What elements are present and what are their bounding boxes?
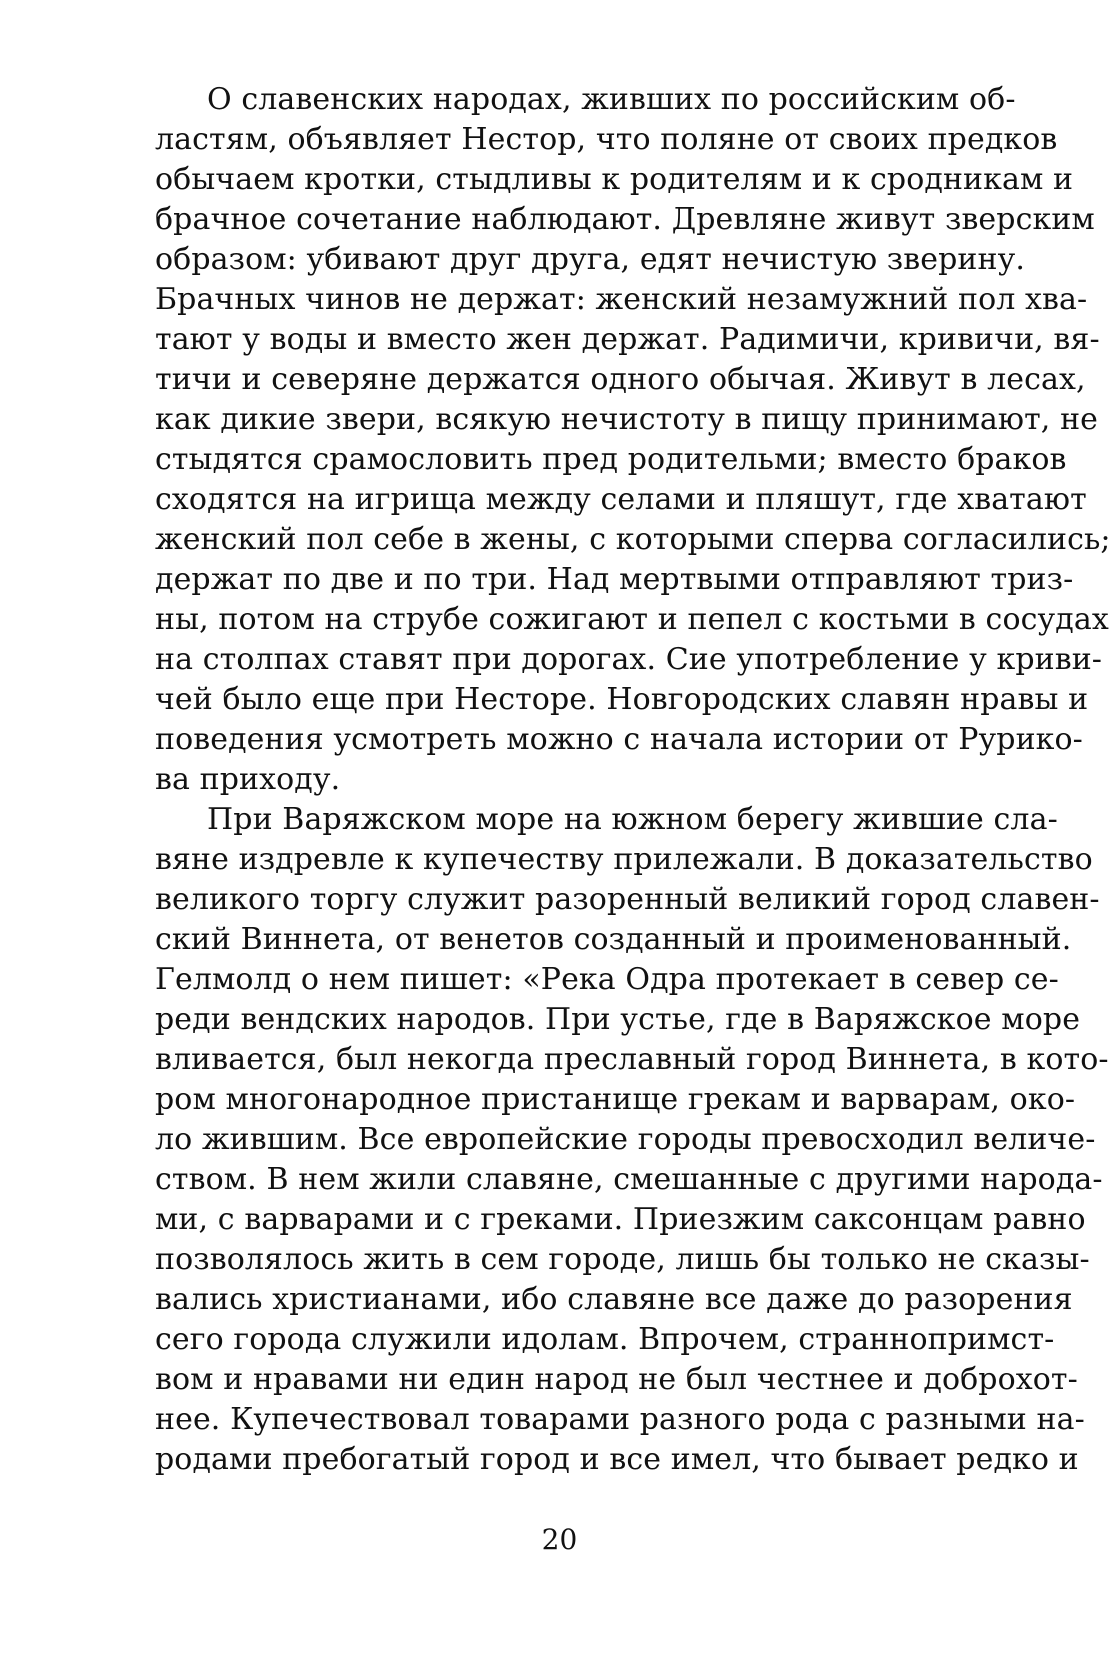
body-text	[155, 80, 1111, 1480]
text-line: ром многонародное пристанище грекам и варварам, око-	[155, 1082, 1076, 1117]
page-number: 20	[541, 1523, 578, 1556]
text-line: обычаем кротки, стыдливы к родителям и к сродникам и	[155, 162, 1074, 197]
text-line: родами пребогатый город и все имел, что бывает редко и	[155, 1442, 1079, 1477]
text-line: ми, с варварами и с греками. Приезжим саксонцам равно	[155, 1202, 1086, 1237]
text-line: позволялось жить в сем городе, лишь бы только не сказы-	[155, 1242, 1090, 1277]
text-line: нее. Купечествовал товарами разного рода с разными на-	[155, 1402, 1085, 1437]
text-line: При Варяжском море на южном берегу жившие сла-	[207, 802, 1058, 837]
text-line: ва приходу.	[155, 762, 341, 797]
text-line: великого торгу служит разоренный великий город славен-	[155, 882, 1100, 917]
text-line: тичи и северяне держатся одного обычая. Живут в лесах,	[155, 362, 1086, 397]
text-line: стыдятся срамословить пред родительми; вместо браков	[155, 442, 1067, 477]
text-line: женский пол себе в жены, с которыми сперва согласились;	[155, 522, 1111, 557]
text-line: образом: убивают друг друга, едят нечистую зверину.	[155, 242, 1025, 277]
text-line: поведения усмотреть можно с начала истории от Рурико-	[155, 722, 1083, 757]
text-line: ны, потом на струбе сожигают и пепел с костьми в сосудах	[155, 602, 1109, 637]
text-line: на столпах ставят при дорогах. Сие употребление у криви-	[155, 642, 1103, 677]
text-line: держат по две и по три. Над мертвыми отправляют триз-	[155, 562, 1074, 597]
text-line: как дикие звери, всякую нечистоту в пищу принимают, не	[155, 402, 1099, 437]
text-line: вяне издревле к купечеству прилежали. В доказательство	[155, 842, 1093, 877]
text-line: ством. В нем жили славяне, смешанные с другими народа-	[155, 1162, 1103, 1197]
text-line: реди вендских народов. При устье, где в Варяжское море	[155, 1002, 1081, 1037]
paragraph-2	[155, 800, 1109, 1480]
paragraph-1	[155, 80, 1111, 800]
text-line: вом и нравами ни един народ не был честнее и доброхот-	[155, 1362, 1078, 1397]
text-line: ло жившим. Все европейские городы превосходил величе-	[155, 1122, 1096, 1157]
text-line: ский Виннета, от венетов созданный и проименованный.	[155, 922, 1072, 957]
text-line: тают у воды и вместо жен держат. Радимичи, кривичи, вя-	[155, 322, 1100, 357]
text-line: Брачных чинов не держат: женский незамужний пол хва-	[155, 282, 1088, 317]
text-line: чей было еще при Несторе. Новгородских славян нравы и	[155, 682, 1089, 717]
text-line: ластям, объявляет Нестор, что поляне от своих предков	[155, 122, 1058, 157]
text-line: вливается, был некогда преславный город Виннета, в кото-	[155, 1042, 1109, 1077]
text-line: брачное сочетание наблюдают. Древляне живут зверским	[155, 202, 1095, 237]
text-line: Гелмолд о нем пишет: «Река Одра протекает в север се-	[155, 962, 1059, 997]
text-line: вались христианами, ибо славяне все даже до разорения	[155, 1282, 1073, 1317]
text-line: О славенских народах, живших по российским об-	[207, 82, 1016, 117]
text-line: сего города служили идолам. Впрочем, страннопримст-	[155, 1322, 1055, 1357]
text-line: сходятся на игрища между селами и пляшут, где хватают	[155, 482, 1087, 517]
